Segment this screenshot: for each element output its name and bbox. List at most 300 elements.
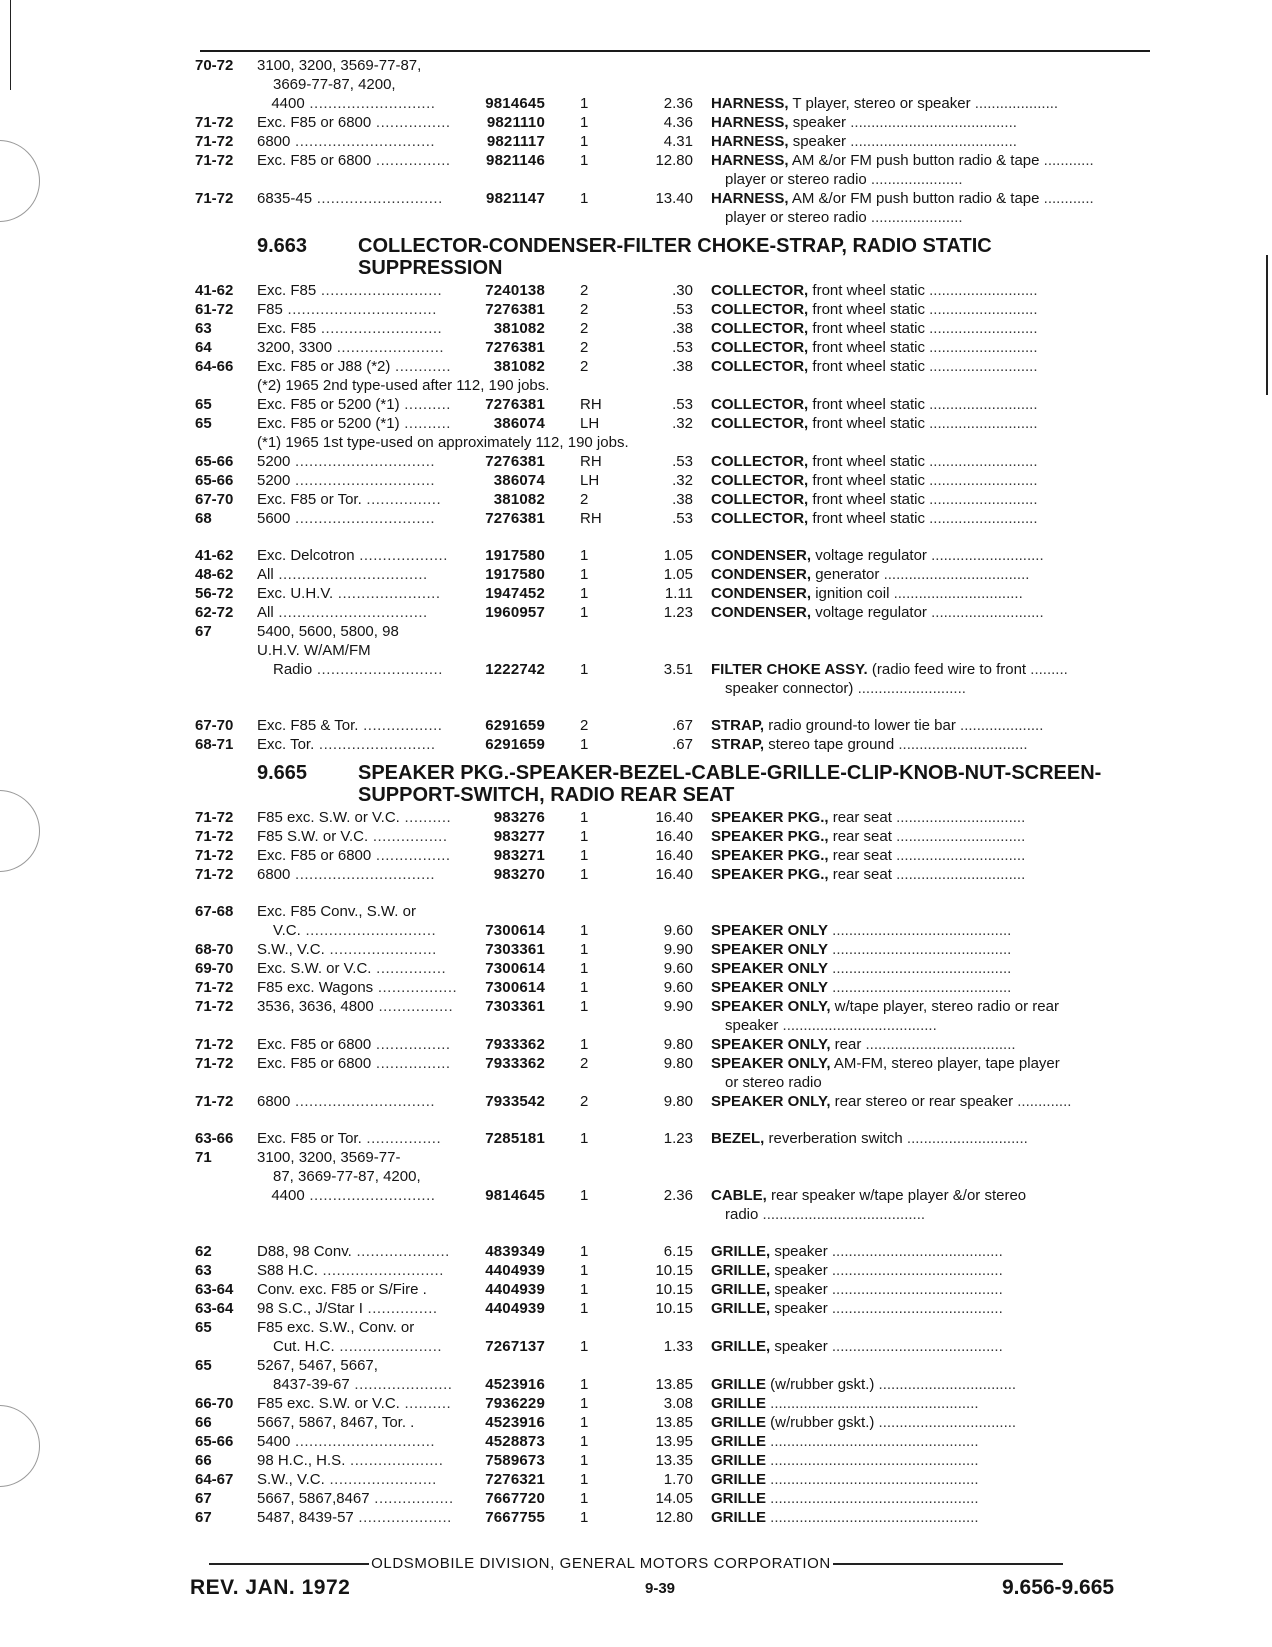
model-year: 71-72: [195, 190, 234, 207]
table-row: 71-72 3536, 3636, 4800 ................ 7303361 1 9.90 SPEAKER ONLY, w/tape player, stereo radio or rear: [195, 998, 1059, 1015]
part-name: STRAP,: [711, 717, 765, 734]
model-application: V.C.: [273, 922, 301, 939]
quantity: 1: [580, 1509, 589, 1526]
price: 3.51: [663, 661, 693, 678]
part-description: rear: [834, 1036, 862, 1053]
part-description: voltage regulator: [815, 604, 927, 621]
table-row: 56-72 Exc. U.H.V. ...................... 1947452 1 1.11 CONDENSER, ignition coil ...............................: [195, 585, 1023, 602]
model-application: F85 exc. S.W., Conv. or: [257, 1319, 415, 1336]
price: 16.40: [655, 809, 693, 826]
table-row: 64 3200, 3300 ....................... 7276381 2 .53 COLLECTOR, front wheel static ..........................: [195, 339, 1038, 356]
model-application: Exc. F85 or 6800: [257, 1055, 372, 1072]
model-application: 5400: [257, 1433, 291, 1450]
price: 13.40: [655, 190, 693, 207]
quantity: RH: [580, 453, 602, 470]
quantity: RH: [580, 396, 602, 413]
table-row: 41-62 Exc. F85 .......................... 7240138 2 .30 COLLECTOR, front wheel static ..........................: [195, 282, 1038, 299]
table-row: 66 98 H.C., H.S. .................... 7589673 1 13.35 GRILLE ..................................................: [195, 1452, 979, 1469]
model-application: Exc. Tor.: [257, 736, 315, 753]
model-application: S88 H.C.: [257, 1262, 318, 1279]
part-name: COLLECTOR,: [711, 415, 809, 432]
part-number: 1947452: [485, 585, 545, 602]
description-continuation: radio .......................................: [725, 1206, 926, 1223]
quantity: 2: [580, 320, 589, 337]
part-description: stereo tape ground: [768, 736, 895, 753]
part-description: (radio feed wire to front: [871, 661, 1027, 678]
section-title-cont: SUPPRESSION: [358, 257, 503, 279]
quantity: 1: [580, 1281, 589, 1298]
part-number: 4839349: [485, 1243, 545, 1260]
price: 10.15: [655, 1262, 693, 1279]
section-number: 9.665: [257, 762, 308, 784]
model-year: 65: [195, 415, 212, 432]
section-title-cont: SUPPORT-SWITCH, RADIO REAR SEAT: [358, 784, 735, 806]
part-name: SPEAKER PKG.,: [711, 847, 829, 864]
footnote-row: [195, 376, 1155, 395]
model-application: Radio: [273, 661, 313, 678]
table-row: 67 5667, 5867,8467 ................. 7667720 1 14.05 GRILLE ..................................................: [195, 1490, 979, 1507]
table-row: 71-72 F85 S.W. or V.C. ................ 983277 1 16.40 SPEAKER PKG., rear seat ...............................: [195, 828, 1026, 845]
desc-cont-text: player or stereo radio: [725, 171, 867, 188]
desc-cont-text: radio: [725, 1206, 759, 1223]
model-application: D88, 98 Conv.: [257, 1243, 352, 1260]
part-number: 9821146: [486, 152, 545, 169]
quantity: 1: [580, 1300, 589, 1317]
table-row: 71-72 6835-45 ........................... 9821147 1 13.40 HARNESS, AM &/or FM push button radio & tape ............: [195, 190, 1094, 207]
quantity: 2: [580, 358, 589, 375]
price: .53: [672, 301, 693, 318]
table-row: 4400 ........................... 9814645 1 2.36 CABLE, rear speaker w/tape player &/or stereo: [195, 1186, 1155, 1205]
price: 6.15: [663, 1243, 693, 1260]
model-year: 71-72: [195, 828, 234, 845]
quantity: 2: [580, 301, 589, 318]
description-continuation: [195, 1073, 1155, 1092]
quantity: 1: [580, 1490, 589, 1507]
quantity: LH: [580, 415, 600, 432]
part-description: T player, stereo or speaker: [792, 95, 971, 112]
model-year: 67: [195, 1509, 212, 1526]
table-row: [195, 622, 1155, 641]
model-year: 66: [195, 1452, 212, 1469]
part-description: ignition coil: [815, 585, 890, 602]
price: 9.60: [663, 922, 693, 939]
desc-cont-text: speaker connector): [725, 680, 854, 697]
part-number: 7936229: [485, 1395, 545, 1412]
edge-mark-left: [10, 0, 11, 90]
model-year: 65-66: [195, 453, 234, 470]
price: 9.80: [663, 1036, 693, 1053]
quantity: 2: [580, 491, 589, 508]
part-number: 4528873: [485, 1433, 545, 1450]
part-name: GRILLE,: [711, 1281, 771, 1298]
table-row: 63 Exc. F85 .......................... 381082 2 .38 COLLECTOR, front wheel static ..........................: [195, 320, 1038, 337]
model-application: 5667, 5867,8467: [257, 1490, 370, 1507]
part-number: 4404939: [485, 1300, 545, 1317]
table-row: [195, 56, 1155, 75]
model-application: Exc. U.H.V.: [257, 585, 334, 602]
model-application: 5200: [257, 453, 291, 470]
table-row: [195, 641, 1155, 660]
part-description: reverberation switch: [768, 1130, 903, 1147]
description-continuation: speaker connector) ..........................: [725, 680, 966, 697]
part-name: COLLECTOR,: [711, 472, 809, 489]
model-application: All: [257, 566, 274, 583]
part-description: speaker: [792, 114, 847, 131]
table-row: 65 Exc. F85 or 5200 (*1) .......... 386074 LH .32 COLLECTOR, front wheel static ..........................: [195, 415, 1038, 432]
parts-catalog-content: [195, 56, 1155, 1527]
model-year: 71: [195, 1149, 212, 1166]
table-row: 71-72 6800 .............................. 983270 1 16.40 SPEAKER PKG., rear seat ...............................: [195, 866, 1026, 883]
quantity: 1: [580, 1338, 589, 1355]
quantity: 1: [580, 1130, 589, 1147]
table-row: 66-70 F85 exc. S.W. or V.C. .......... 7936229 1 3.08 GRILLE ..................................................: [195, 1395, 979, 1412]
part-number: 7285181: [485, 1130, 545, 1147]
part-name: GRILLE: [711, 1452, 766, 1469]
price: 1.23: [663, 1130, 693, 1147]
price: 13.95: [655, 1433, 693, 1450]
quantity: 2: [580, 1055, 589, 1072]
table-row: 71-72 Exc. F85 or 6800 ................ 7933362 2 9.80 SPEAKER ONLY, AM-FM, stereo player, tape player: [195, 1055, 1060, 1072]
model-year: 66-70: [195, 1395, 234, 1412]
footer-division: [0, 1555, 1272, 1572]
model-year: 63-64: [195, 1300, 234, 1317]
table-row: 4400 ........................... 9814645 1 2.36 HARNESS, T player, stereo or speaker ....................: [195, 94, 1155, 113]
table-row: 67-70 Exc. F85 & Tor. ................. 6291659 2 .67 STRAP, radio ground-to lower tie bar ....................: [195, 717, 1044, 734]
part-number: 381082: [493, 491, 545, 508]
model-year: 56-72: [195, 585, 234, 602]
table-row: 71-72 Exc. F85 or 6800 ................ 9821110 1 4.36 HARNESS, speaker ........................................: [195, 114, 1017, 131]
part-number: 1960957: [485, 604, 545, 621]
model-year: 62: [195, 1243, 212, 1260]
table-row: 48-62 All ................................ 1917580 1 1.05 CONDENSER, generator ...................................: [195, 566, 1030, 583]
model-application: F85 exc. S.W. or V.C.: [257, 809, 400, 826]
model-year: 68-71: [195, 736, 234, 753]
part-description: voltage regulator: [815, 547, 927, 564]
table-row: 41-62 Exc. Delcotron ................... 1917580 1 1.05 CONDENSER, voltage regulator ...........................: [195, 547, 1044, 564]
quantity: 1: [580, 1395, 589, 1412]
price: 16.40: [655, 828, 693, 845]
part-number: 7933542: [485, 1093, 545, 1110]
model-application: 4400: [271, 95, 305, 112]
model-application: F85 S.W. or V.C.: [257, 828, 369, 845]
model-application: U.H.V. W/AM/FM: [257, 642, 371, 659]
quantity: 1: [580, 1452, 589, 1469]
table-row: 71-72 Exc. F85 or 6800 ................ 983271 1 16.40 SPEAKER PKG., rear seat ...............................: [195, 847, 1026, 864]
model-year: 71-72: [195, 1093, 234, 1110]
model-year: 63-64: [195, 1281, 234, 1298]
table-row: [195, 1148, 1155, 1167]
quantity: 1: [580, 133, 589, 150]
price: 16.40: [655, 866, 693, 883]
part-name: COLLECTOR,: [711, 320, 809, 337]
part-name: FILTER CHOKE ASSY.: [711, 661, 868, 678]
quantity: 1: [580, 547, 589, 564]
part-number: 386074: [493, 472, 545, 489]
table-row: 69-70 Exc. S.W. or V.C. ............... 7300614 1 9.60 SPEAKER ONLY ...........................................: [195, 960, 1012, 977]
table-row: 64-67 S.W., V.C. ....................... 7276321 1 1.70 GRILLE ..................................................: [195, 1471, 979, 1488]
revision-date: REV. JAN. 1972: [190, 1576, 351, 1599]
price: 9.60: [663, 960, 693, 977]
price: .53: [672, 510, 693, 527]
part-name: GRILLE: [711, 1395, 766, 1412]
quantity: 1: [580, 566, 589, 583]
binder-hole-top: [0, 140, 40, 222]
section-heading: [195, 762, 1155, 808]
part-description: (w/rubber gskt.): [770, 1376, 875, 1393]
footnote-row: [195, 433, 1155, 452]
part-description: rear seat: [832, 847, 892, 864]
price: 9.90: [663, 941, 693, 958]
row-gap: [195, 698, 1155, 716]
table-row: 65-66 5200 .............................. 7276381 RH .53 COLLECTOR, front wheel static ..........................: [195, 453, 1038, 470]
part-name: COLLECTOR,: [711, 301, 809, 318]
model-application: All: [257, 604, 274, 621]
part-description: rear stereo or rear speaker: [834, 1093, 1014, 1110]
part-description: rear seat: [832, 866, 892, 883]
price: .38: [672, 358, 693, 375]
division-label: OLDSMOBILE DIVISION, GENERAL MOTORS CORPORATION: [371, 1555, 831, 1572]
model-year: 68-70: [195, 941, 234, 958]
model-year: 69-70: [195, 960, 234, 977]
model-application: 5487, 8439-57: [257, 1509, 354, 1526]
description-continuation: player or stereo radio ......................: [725, 171, 963, 188]
price: 10.15: [655, 1281, 693, 1298]
quantity: 1: [580, 585, 589, 602]
model-year: 71-72: [195, 114, 234, 131]
model-year: 71-72: [195, 998, 234, 1015]
table-row: 68-70 S.W., V.C. ....................... 7303361 1 9.90 SPEAKER ONLY ...........................................: [195, 941, 1012, 958]
quantity: 1: [580, 941, 589, 958]
quantity: 2: [580, 282, 589, 299]
table-row: 65-66 5200 .............................. 386074 LH .32 COLLECTOR, front wheel static ..........................: [195, 472, 1038, 489]
part-name: SPEAKER ONLY,: [711, 1093, 831, 1110]
model-year: 65-66: [195, 1433, 234, 1450]
model-application: 3536, 3636, 4800: [257, 998, 374, 1015]
part-description: front wheel static: [812, 282, 925, 299]
part-number: 1917580: [485, 566, 545, 583]
table-row: 63-64 Conv. exc. F85 or S/Fire . 4404939 1 10.15 GRILLE, speaker .........................................: [195, 1281, 1003, 1298]
part-name: GRILLE: [711, 1471, 766, 1488]
price: 4.36: [663, 114, 693, 131]
part-description: AM &/or FM push button radio & tape: [791, 190, 1040, 207]
description-continuation: player or stereo radio ......................: [725, 209, 963, 226]
section-title: COLLECTOR-CONDENSER-FILTER CHOKE-STRAP, RADIO STATIC: [358, 235, 992, 257]
part-name: BEZEL,: [711, 1130, 765, 1147]
quantity: 1: [580, 114, 589, 131]
quantity: 1: [580, 1471, 589, 1488]
part-description: front wheel static: [812, 415, 925, 432]
price: 1.23: [663, 604, 693, 621]
part-name: GRILLE: [711, 1414, 766, 1431]
part-name: SPEAKER ONLY: [711, 979, 828, 996]
model-year: 70-72: [195, 57, 234, 74]
table-row: 66 5667, 5867, 8467, Tor. . 4523916 1 13.85 GRILLE (w/rubber gskt.) .................................: [195, 1414, 1017, 1431]
table-row: Radio ........................... 1222742 1 3.51 FILTER CHOKE ASSY. (radio feed wire to front .........: [195, 660, 1155, 679]
part-description: (w/rubber gskt.): [770, 1414, 875, 1431]
part-name: GRILLE,: [711, 1300, 771, 1317]
model-application: F85 exc. S.W. or V.C.: [257, 1395, 400, 1412]
model-application: 5400, 5600, 5800, 98: [257, 623, 399, 640]
price: 9.90: [663, 998, 693, 1015]
part-number: 7300614: [485, 922, 545, 939]
model-application: Exc. F85 or 5200 (*1): [257, 396, 400, 413]
part-number: 7303361: [485, 941, 545, 958]
table-row: 8437-39-67 ..................... 4523916 1 13.85 GRILLE (w/rubber gskt.) .................................: [195, 1375, 1155, 1394]
part-number: 7267137: [485, 1338, 545, 1355]
part-name: SPEAKER ONLY: [711, 941, 828, 958]
model-application: Conv. exc. F85 or S/Fire .: [257, 1281, 427, 1298]
row-gap: [195, 1224, 1155, 1242]
model-application: Exc. F85 or 6800: [257, 152, 372, 169]
model-year: 71-72: [195, 866, 234, 883]
part-name: SPEAKER ONLY: [711, 960, 828, 977]
part-name: SPEAKER ONLY,: [711, 1036, 831, 1053]
part-description: w/tape player, stereo radio or rear: [834, 998, 1059, 1015]
part-name: GRILLE: [711, 1509, 766, 1526]
price: .53: [672, 453, 693, 470]
part-description: front wheel static: [812, 358, 925, 375]
quantity: 1: [580, 828, 589, 845]
part-number: 7276381: [485, 453, 545, 470]
price: 1.05: [663, 566, 693, 583]
table-row: 64-66 Exc. F85 or J88 (*2) ............ 381082 2 .38 COLLECTOR, front wheel static ..........................: [195, 358, 1038, 375]
part-number: 1917580: [485, 547, 545, 564]
price: .53: [672, 396, 693, 413]
part-number: 983276: [493, 809, 545, 826]
part-number: 6291659: [485, 736, 545, 753]
part-description: speaker: [774, 1281, 828, 1298]
quantity: 1: [580, 960, 589, 977]
quantity: 1: [580, 1262, 589, 1279]
table-row: [195, 902, 1155, 921]
model-application: 6800: [257, 866, 291, 883]
model-year: 65-66: [195, 472, 234, 489]
model-application: Exc. F85 & Tor.: [257, 717, 359, 734]
price: 14.05: [655, 1490, 693, 1507]
part-description: front wheel static: [812, 320, 925, 337]
price: 2.36: [663, 1187, 693, 1204]
model-year: 64-67: [195, 1471, 234, 1488]
part-description: front wheel static: [812, 301, 925, 318]
part-number: 9821110: [486, 114, 545, 131]
part-name: HARNESS,: [711, 190, 789, 207]
model-application: 98 H.C., H.S.: [257, 1452, 346, 1469]
part-description: radio ground-to lower tie bar: [768, 717, 956, 734]
part-name: CONDENSER,: [711, 566, 812, 583]
part-description: speaker: [774, 1338, 828, 1355]
part-name: GRILLE: [711, 1490, 766, 1507]
table-row: 68-71 Exc. Tor. ......................... 6291659 1 .67 STRAP, stereo tape ground ...............................: [195, 736, 1028, 753]
table-row: 63-66 Exc. F85 or Tor. ................ 7285181 1 1.23 BEZEL, reverberation switch .............................: [195, 1130, 1028, 1147]
table-row: 63-64 98 S.C., J/Star I ............... 4404939 1 10.15 GRILLE, speaker .........................................: [195, 1300, 1003, 1317]
part-description: front wheel static: [812, 472, 925, 489]
desc-cont-text: speaker: [725, 1017, 779, 1034]
quantity: 1: [580, 847, 589, 864]
quantity: 1: [580, 1433, 589, 1450]
table-row: 65 Exc. F85 or 5200 (*1) .......... 7276381 RH .53 COLLECTOR, front wheel static ..........................: [195, 396, 1038, 413]
model-year: 65: [195, 1319, 212, 1336]
model-application: 8437-39-67: [273, 1376, 350, 1393]
model-application: 87, 3669-77-87, 4200,: [273, 1168, 421, 1185]
part-number: 4404939: [485, 1281, 545, 1298]
part-description: AM-FM, stereo player, tape player: [833, 1055, 1060, 1072]
model-application: Exc. F85 or 6800: [257, 1036, 372, 1053]
model-application: Exc. F85 or 6800: [257, 114, 372, 131]
part-name: SPEAKER PKG.,: [711, 809, 829, 826]
model-application: Exc. F85 or Tor.: [257, 1130, 362, 1147]
model-year: 63: [195, 1262, 212, 1279]
model-year: 61-72: [195, 301, 234, 318]
quantity: 1: [580, 604, 589, 621]
model-year: 64: [195, 339, 212, 356]
top-rule: [200, 50, 1150, 52]
part-number: 1222742: [485, 661, 545, 678]
model-application: 98 S.C., J/Star I: [257, 1300, 363, 1317]
part-description: front wheel static: [812, 510, 925, 527]
part-number: 4523916: [485, 1414, 545, 1431]
model-application: 3669-77-87, 4200,: [273, 76, 396, 93]
part-number: 7589673: [485, 1452, 545, 1469]
model-application: 6835-45: [257, 190, 313, 207]
price: 16.40: [655, 847, 693, 864]
model-application: Exc. F85: [257, 282, 317, 299]
table-row: 61-72 F85 ................................ 7276381 2 .53 COLLECTOR, front wheel static ..........................: [195, 301, 1038, 318]
part-number: 7240138: [485, 282, 545, 299]
part-number: 381082: [493, 320, 545, 337]
price: 9.80: [663, 1093, 693, 1110]
model-year: 63: [195, 320, 212, 337]
desc-cont-text: or stereo radio: [725, 1074, 822, 1091]
footnote: (*2) 1965 2nd type-used after 112, 190 jobs.: [257, 377, 550, 394]
price: 9.80: [663, 1055, 693, 1072]
quantity: 1: [580, 998, 589, 1015]
part-description: front wheel static: [812, 339, 925, 356]
quantity: 1: [580, 1376, 589, 1393]
desc-cont-text: player or stereo radio: [725, 209, 867, 226]
part-description: front wheel static: [812, 396, 925, 413]
part-name: COLLECTOR,: [711, 339, 809, 356]
model-year: 66: [195, 1414, 212, 1431]
part-name: CONDENSER,: [711, 585, 812, 602]
table-row: 71-72 Exc. F85 or 6800 ................ 7933362 1 9.80 SPEAKER ONLY, rear ....................................: [195, 1036, 1016, 1053]
model-application: Exc. F85 or 5200 (*1): [257, 415, 400, 432]
part-name: SPEAKER PKG.,: [711, 828, 829, 845]
part-number: 6291659: [485, 717, 545, 734]
part-name: GRILLE,: [711, 1243, 771, 1260]
part-number: 9821117: [486, 133, 545, 150]
edge-mark-right: [1266, 255, 1268, 395]
table-row: 71-72 F85 exc. Wagons ................. 7300614 1 9.60 SPEAKER ONLY ...........................................: [195, 979, 1012, 996]
model-year: 63-66: [195, 1130, 234, 1147]
quantity: 1: [580, 866, 589, 883]
quantity: 2: [580, 339, 589, 356]
table-row: 71-72 Exc. F85 or 6800 ................ 9821146 1 12.80 HARNESS, AM &/or FM push button radio & tape ............: [195, 152, 1094, 169]
model-application: 3100, 3200, 3569-77-: [257, 1149, 401, 1166]
part-name: COLLECTOR,: [711, 396, 809, 413]
part-number: 7300614: [485, 979, 545, 996]
quantity: 1: [580, 190, 589, 207]
model-application: 6800: [257, 1093, 291, 1110]
model-year: 67: [195, 623, 212, 640]
price: .38: [672, 320, 693, 337]
part-number: 7276381: [485, 396, 545, 413]
row-gap: [195, 1111, 1155, 1129]
binder-hole-bottom: [0, 1405, 40, 1487]
part-number: 9821147: [486, 190, 545, 207]
part-name: HARNESS,: [711, 133, 789, 150]
part-name: GRILLE,: [711, 1262, 771, 1279]
quantity: 1: [580, 661, 589, 678]
